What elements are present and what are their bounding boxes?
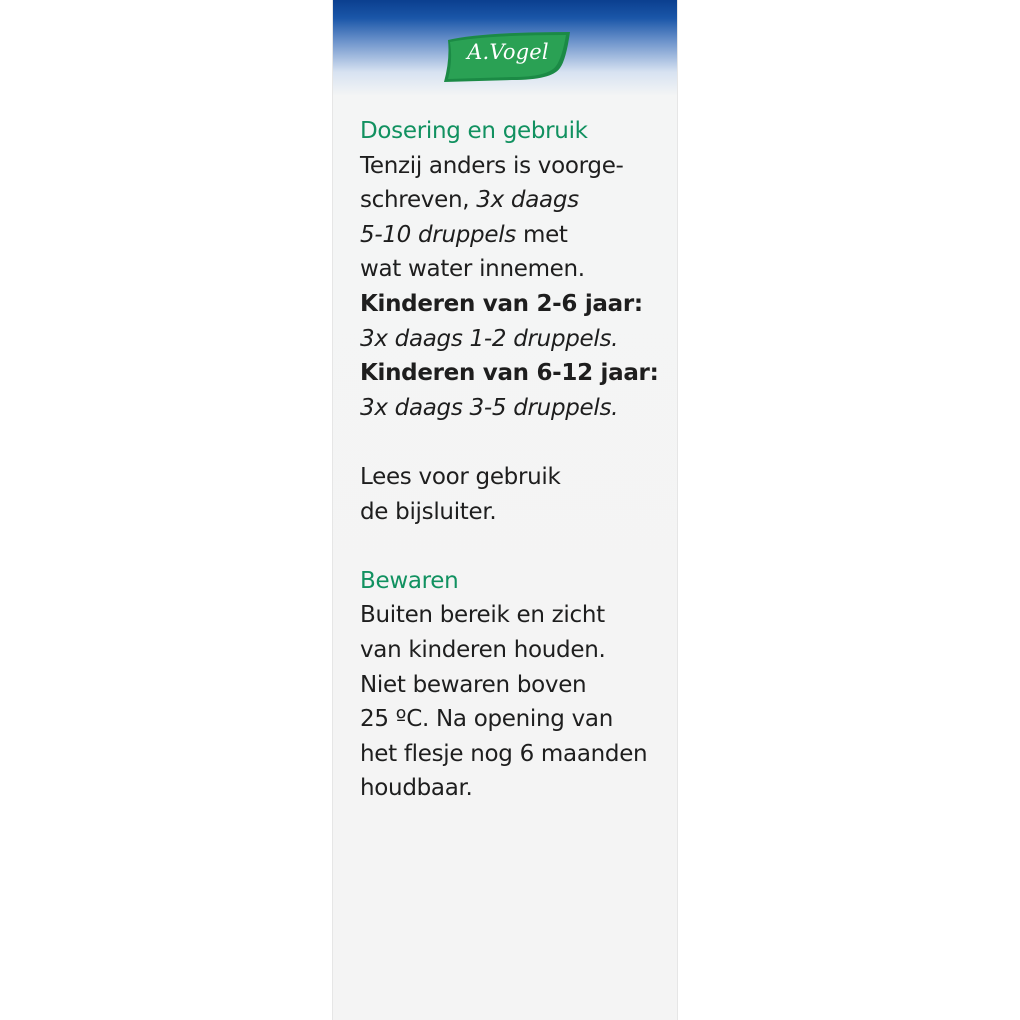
avogel-logo bbox=[442, 30, 574, 84]
dosage-frequency: 3x daags bbox=[476, 187, 579, 214]
dosage-intro-text-2: met bbox=[515, 221, 568, 248]
spacer bbox=[360, 529, 670, 564]
dosage-intro-line-4: wat water innemen. bbox=[360, 256, 585, 283]
leaflet-line-1: Lees voor gebruik bbox=[360, 463, 561, 490]
dosage-heading: Dosering en gebruik bbox=[360, 118, 588, 144]
leaflet-line-2: de bijsluiter. bbox=[360, 498, 497, 525]
dosage-intro-text: schreven, bbox=[360, 187, 477, 214]
dosage-intro-line-2 bbox=[360, 183, 670, 218]
kids-6-12-label: Kinderen van 6-12 jaar: bbox=[360, 360, 659, 387]
storage-line-3: Niet bewaren boven bbox=[360, 671, 587, 698]
kids-2-6-label: Kinderen van 2-6 jaar: bbox=[360, 290, 643, 317]
storage-line-4: 25 ºC. Na opening van bbox=[360, 706, 613, 733]
dosage-intro-line-3 bbox=[360, 218, 670, 253]
storage-line-5: het flesje nog 6 maanden bbox=[360, 740, 648, 767]
spacer bbox=[360, 425, 670, 460]
storage-heading: Bewaren bbox=[360, 567, 459, 594]
storage-line-6: houdbaar. bbox=[360, 775, 473, 802]
kids-2-6-dose: 3x daags 1-2 druppels. bbox=[360, 325, 619, 352]
dosage-intro-line-1: Tenzij anders is voorge- bbox=[360, 152, 624, 179]
storage-line-1: Buiten bereik en zicht bbox=[360, 602, 605, 629]
kids-6-12-dose: 3x daags 3-5 druppels. bbox=[360, 394, 619, 421]
dosage-amount: 5-10 druppels bbox=[360, 221, 516, 248]
label-text-block bbox=[360, 114, 670, 806]
storage-line-2: van kinderen houden. bbox=[360, 636, 606, 663]
logo-text: A.Vogel bbox=[467, 40, 549, 64]
